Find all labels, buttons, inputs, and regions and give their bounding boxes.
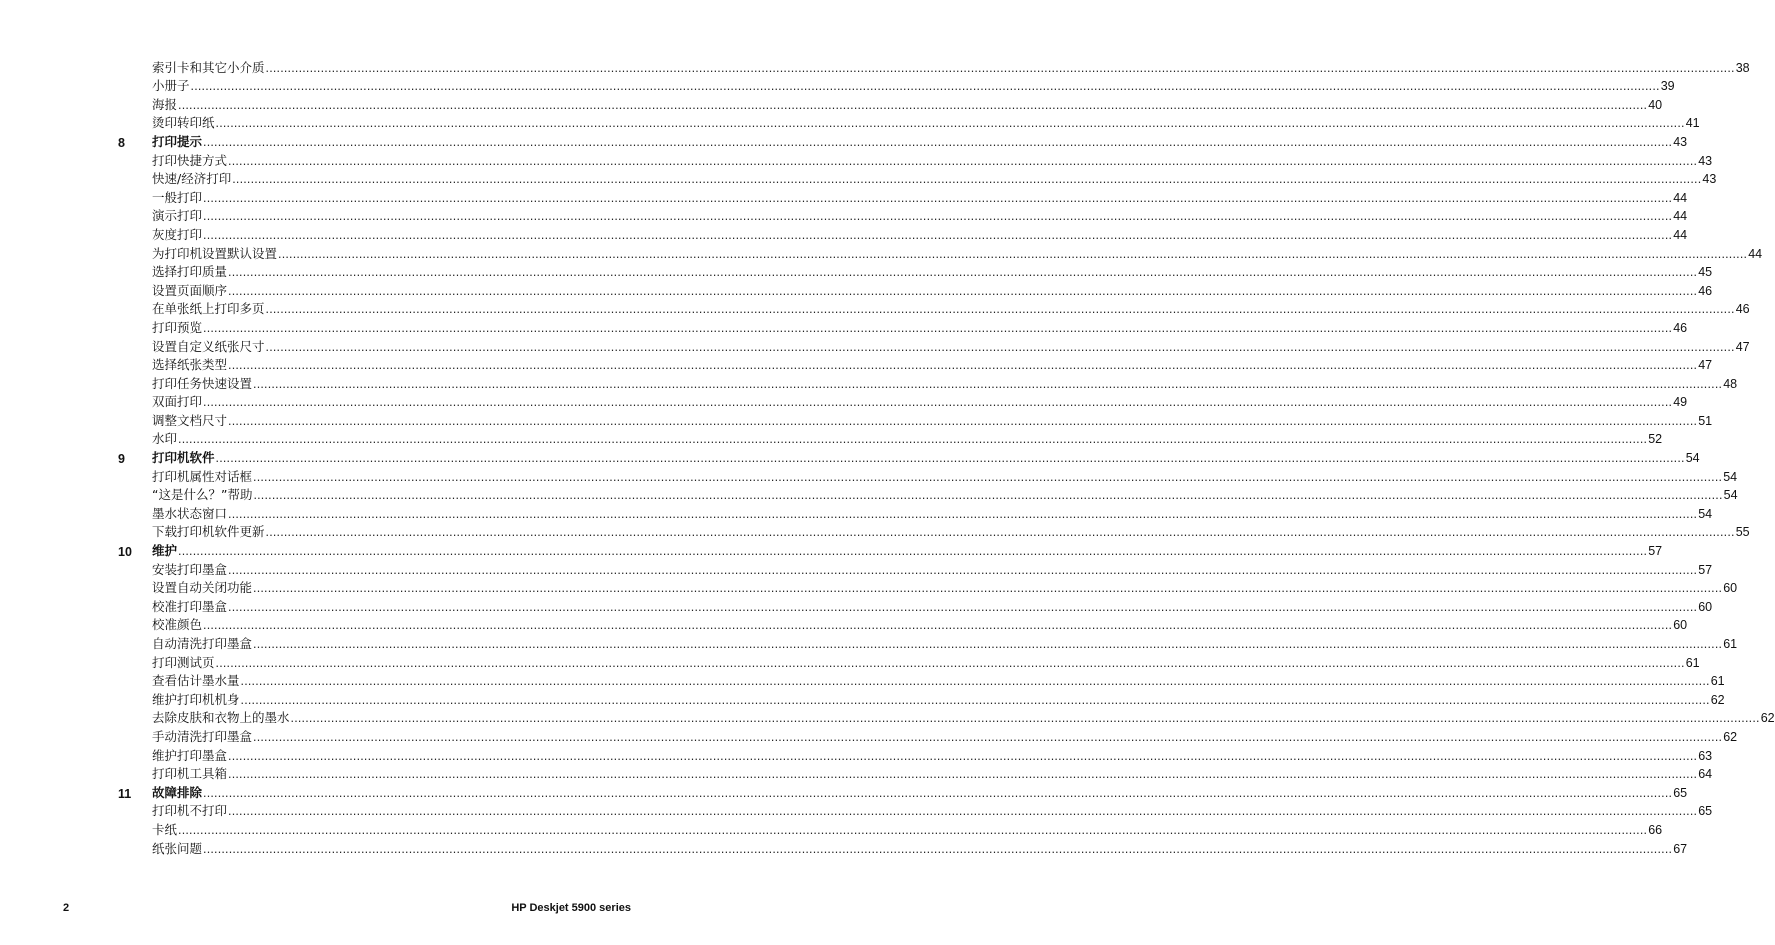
dot-leader: ................................................................................................................................................................................................................................................................................................................................................................................................................ (203, 190, 1673, 205)
page-number: 2 (63, 902, 70, 914)
toc-entry-title: 在单张纸上打印多页 (152, 301, 265, 317)
toc-page-number: 44 (1673, 190, 1688, 205)
toc-entry (152, 375, 1738, 392)
toc-entry (152, 784, 1688, 801)
toc-entry (152, 431, 1663, 447)
toc-entry (152, 524, 1750, 540)
dot-leader: ................................................................................................................................................................................................................................................................................................................................................................................................................ (203, 227, 1673, 242)
toc-entry (152, 673, 1725, 689)
toc-page-number: 38 (1735, 60, 1750, 75)
dot-leader: ................................................................................................................................................................................................................................................................................................................................................................................................................ (203, 785, 1673, 800)
toc-entry (152, 338, 1750, 355)
toc-entry (152, 636, 1738, 652)
toc-entry-title: 自动清洗打印墨盒 (152, 636, 253, 651)
toc-page-number: 40 (1648, 97, 1663, 112)
toc-entry-title: 打印任务快速设置 (152, 375, 253, 391)
toc-entry-title: 设置自动关闭功能 (152, 580, 253, 596)
toc-entry (152, 821, 1663, 838)
dot-leader: ................................................................................................................................................................................................................................................................................................................................................................................................................ (240, 692, 1710, 707)
toc-entry-title: 墨水状态窗口 (152, 505, 228, 521)
toc-row[interactable] (0, 411, 1713, 430)
dot-leader: ................................................................................................................................................................................................................................................................................................................................................................................................................ (253, 376, 1723, 391)
dot-leader: ................................................................................................................................................................................................................................................................................................................................................................................................................ (253, 488, 1723, 503)
toc-page-number: 62 (1760, 711, 1775, 726)
toc-row[interactable] (0, 634, 1738, 653)
toc-entry-title: 去除皮肤和衣物上的墨水 (152, 710, 290, 726)
dot-leader: ................................................................................................................................................................................................................................................................................................................................................................................................................ (253, 637, 1723, 651)
toc-entry-title: 纸张问题 (152, 840, 203, 856)
toc-row[interactable] (0, 486, 1738, 505)
toc-row[interactable] (0, 802, 1713, 821)
toc-entry-title: 选择打印质量 (152, 264, 228, 280)
toc-page-number: 39 (1660, 79, 1675, 94)
toc-page-number: 62 (1710, 692, 1725, 707)
dot-leader: ................................................................................................................................................................................................................................................................................................................................................................................................................ (228, 413, 1698, 428)
toc-page-number: 67 (1673, 841, 1688, 856)
chapter-number: 11 (118, 786, 132, 801)
toc-entry-title: 维护打印机机身 (152, 691, 240, 707)
toc-chapter-row[interactable] (0, 541, 1663, 560)
toc-row[interactable] (0, 523, 1750, 542)
toc-row[interactable] (0, 300, 1750, 319)
toc-row[interactable] (0, 820, 1663, 839)
toc-entry-title: 选择纸张类型 (152, 357, 228, 373)
toc-row[interactable] (0, 58, 1750, 77)
toc-entry (152, 115, 1700, 131)
toc-entry-title: 下载打印机软件更新 (152, 524, 265, 540)
toc-entry (152, 282, 1713, 299)
toc-page-number: 65 (1673, 785, 1688, 800)
toc-entry-title: 打印机工具箱 (152, 766, 228, 782)
toc-entry (152, 840, 1688, 857)
toc-row[interactable] (0, 579, 1738, 598)
toc-entry (152, 264, 1713, 280)
toc-page-number: 48 (1723, 376, 1738, 391)
toc-entry (152, 487, 1738, 503)
toc-entry-title: 双面打印 (152, 394, 203, 410)
toc-entry-title: 安装打印墨盒 (152, 561, 228, 577)
dot-leader: ................................................................................................................................................................................................................................................................................................................................................................................................................ (203, 320, 1673, 335)
toc-page-number: 51 (1698, 413, 1713, 428)
toc-row[interactable] (0, 690, 1725, 709)
toc-entry-title: 打印提示 (152, 133, 203, 149)
toc-entry (152, 245, 1763, 262)
toc-row[interactable] (0, 151, 1713, 170)
toc-page-number: 60 (1698, 599, 1713, 614)
dot-leader: ................................................................................................................................................................................................................................................................................................................................................................................................................ (265, 302, 1735, 317)
toc-row[interactable] (0, 653, 1700, 672)
toc-page-number: 57 (1698, 562, 1713, 577)
dot-leader: ................................................................................................................................................................................................................................................................................................................................................................................................................ (215, 451, 1685, 466)
toc-row[interactable] (0, 709, 1775, 728)
toc-entry (152, 728, 1738, 745)
dot-leader: ................................................................................................................................................................................................................................................................................................................................................................................................................ (190, 79, 1660, 94)
toc-entry-title: 校准颜色 (152, 617, 203, 633)
toc-page-number: 44 (1748, 246, 1763, 261)
dot-leader: ................................................................................................................................................................................................................................................................................................................................................................................................................ (253, 581, 1723, 596)
toc-row[interactable] (0, 281, 1713, 300)
toc-entry-title: 调整文档尺寸 (152, 412, 228, 428)
toc-entry (152, 226, 1688, 243)
toc-entry (152, 450, 1700, 466)
toc-entry-title: 海报 (152, 96, 178, 112)
dot-leader: ................................................................................................................................................................................................................................................................................................................................................................................................................ (228, 506, 1698, 521)
dot-leader: ................................................................................................................................................................................................................................................................................................................................................................................................................ (253, 469, 1723, 484)
dot-leader: ................................................................................................................................................................................................................................................................................................................................................................................................................ (228, 599, 1698, 614)
chapter-number: 8 (118, 135, 125, 150)
toc-entry-title: 小册子 (152, 78, 190, 94)
chapter-number: 9 (118, 452, 125, 467)
toc-page-number: 60 (1673, 618, 1688, 633)
toc-entry-title: 故障排除 (152, 784, 203, 800)
toc-chapter-row[interactable] (0, 448, 1700, 467)
toc-entry-title: 校准打印墨盒 (152, 598, 228, 614)
toc-page-number: 46 (1735, 302, 1750, 317)
toc-entry-title: 打印机不打印 (152, 803, 228, 819)
toc-entry (152, 543, 1663, 559)
toc-entry-title: 手动清洗打印墨盒 (152, 728, 253, 744)
toc-entry-title: 打印测试页 (152, 654, 215, 670)
toc-page-number: 62 (1723, 729, 1738, 744)
toc-page-number: 54 (1685, 451, 1700, 466)
toc-entry (152, 394, 1688, 410)
toc-entry (152, 171, 1717, 187)
toc-page-number: 46 (1673, 320, 1688, 335)
toc-row[interactable] (0, 337, 1750, 356)
toc-page-number: 47 (1698, 358, 1713, 373)
dot-leader: ................................................................................................................................................................................................................................................................................................................................................................................................................ (215, 655, 1685, 670)
toc-row[interactable] (0, 765, 1713, 784)
toc-chapter-row[interactable] (0, 783, 1688, 802)
toc-entry-title: 为打印机设置默认设置 (152, 245, 278, 261)
dot-leader: ................................................................................................................................................................................................................................................................................................................................................................................................................ (178, 544, 1648, 559)
toc-entry-title: 演示打印 (152, 208, 203, 224)
dot-leader: ................................................................................................................................................................................................................................................................................................................................................................................................................ (253, 729, 1723, 744)
toc-row[interactable] (0, 188, 1688, 207)
dot-leader: ................................................................................................................................................................................................................................................................................................................................................................................................................ (240, 674, 1710, 689)
toc-row[interactable] (0, 839, 1688, 858)
toc-page-number: 54 (1698, 506, 1713, 521)
toc-entry (152, 319, 1688, 336)
toc-entry-title: 设置页面顺序 (152, 282, 228, 298)
toc-row[interactable] (0, 430, 1663, 449)
toc-page-number: 61 (1685, 655, 1700, 670)
toc-entry-title: 打印机属性对话框 (152, 468, 253, 484)
toc-entry (152, 598, 1713, 615)
toc-row[interactable] (0, 467, 1738, 486)
toc-entry-title: 维护打印墨盒 (152, 747, 228, 763)
toc-row[interactable] (0, 727, 1738, 746)
toc-page-number: 44 (1673, 227, 1688, 242)
chapter-number: 10 (118, 545, 132, 560)
toc-entry-title: 维护 (152, 543, 178, 559)
toc-page-number: 45 (1698, 265, 1713, 280)
toc-entry (152, 803, 1713, 819)
toc-entry-title: “这是什么？”帮助 (152, 487, 253, 503)
toc-page-number: 43 (1702, 172, 1717, 187)
toc-page-number: 47 (1735, 339, 1750, 354)
toc-row[interactable] (0, 77, 1675, 96)
dot-leader: ................................................................................................................................................................................................................................................................................................................................................................................................................ (228, 562, 1698, 577)
dot-leader: ................................................................................................................................................................................................................................................................................................................................................................................................................ (228, 265, 1698, 280)
toc-row[interactable] (0, 616, 1688, 635)
dot-leader: ................................................................................................................................................................................................................................................................................................................................................................................................................ (228, 748, 1698, 763)
toc-entry (152, 152, 1713, 169)
toc-entry-title: 水印 (152, 431, 178, 447)
toc-entry-title: 打印快捷方式 (152, 152, 228, 168)
toc-entry (152, 505, 1713, 522)
toc-page-number: 43 (1698, 153, 1713, 168)
toc-page-number: 49 (1673, 395, 1688, 410)
toc-page-number: 46 (1698, 283, 1713, 298)
toc-row[interactable] (0, 393, 1688, 412)
toc-entry-title: 查看估计墨水量 (152, 673, 240, 689)
toc-entry (152, 747, 1713, 764)
dot-leader: ................................................................................................................................................................................................................................................................................................................................................................................................................ (228, 804, 1698, 819)
dot-leader: ................................................................................................................................................................................................................................................................................................................................................................................................................ (228, 358, 1698, 373)
toc-page-number: 57 (1648, 544, 1663, 559)
toc-page-number: 65 (1698, 804, 1713, 819)
toc-row[interactable] (0, 95, 1663, 114)
toc-entry (152, 357, 1713, 373)
toc-entry-title: 打印预览 (152, 319, 203, 335)
toc-page-number: 61 (1723, 637, 1738, 651)
toc-row[interactable] (0, 170, 1717, 189)
toc-entry (152, 78, 1675, 94)
dot-leader: ................................................................................................................................................................................................................................................................................................................................................................................................................ (178, 97, 1648, 112)
toc-page-number: 66 (1648, 822, 1663, 837)
toc-entry (152, 561, 1713, 578)
dot-leader: ................................................................................................................................................................................................................................................................................................................................................................................................................ (178, 432, 1648, 447)
toc-entry (152, 580, 1738, 596)
toc-entry-title: 烫印转印纸 (152, 115, 215, 131)
toc-entry (152, 412, 1713, 429)
toc-row[interactable] (0, 356, 1713, 375)
toc-entry-title: 快速/经济打印 (152, 171, 232, 187)
toc-entry (152, 133, 1688, 150)
toc-entry (152, 468, 1738, 485)
toc-entry-title: 索引卡和其它小介质 (152, 59, 265, 75)
toc-entry-title: 卡纸 (152, 821, 178, 837)
toc-row[interactable] (0, 504, 1713, 523)
dot-leader: ................................................................................................................................................................................................................................................................................................................................................................................................................ (228, 283, 1698, 298)
toc-row[interactable] (0, 263, 1713, 282)
toc-entry (152, 654, 1700, 671)
toc-entry-title: 灰度打印 (152, 226, 203, 242)
toc-page-number: 41 (1685, 116, 1700, 131)
toc-entry (152, 691, 1725, 708)
toc-entry (152, 208, 1688, 224)
toc-entry-title: 设置自定义纸张尺寸 (152, 338, 265, 354)
toc-entry (152, 617, 1688, 633)
product-name: HP Deskjet 5900 series (511, 902, 631, 914)
dot-leader: ................................................................................................................................................................................................................................................................................................................................................................................................................ (278, 246, 1748, 261)
dot-leader: ................................................................................................................................................................................................................................................................................................................................................................................................................ (203, 395, 1673, 410)
toc-page-number: 61 (1710, 674, 1725, 689)
toc-entry-title: 一般打印 (152, 189, 203, 205)
toc-chapter-row[interactable] (0, 132, 1688, 151)
toc-row[interactable] (0, 746, 1713, 765)
toc-row[interactable] (0, 374, 1738, 393)
toc-entry (152, 301, 1750, 317)
dot-leader: ................................................................................................................................................................................................................................................................................................................................................................................................................ (215, 116, 1685, 131)
toc-page-number: 52 (1648, 432, 1663, 447)
dot-leader: ................................................................................................................................................................................................................................................................................................................................................................................................................ (203, 618, 1673, 633)
dot-leader: ................................................................................................................................................................................................................................................................................................................................................................................................................ (290, 711, 1760, 726)
dot-leader: ................................................................................................................................................................................................................................................................................................................................................................................................................ (232, 172, 1702, 187)
dot-leader: ................................................................................................................................................................................................................................................................................................................................................................................................................ (203, 841, 1673, 856)
toc-row[interactable] (0, 672, 1725, 691)
toc-entry-title: 打印机软件 (152, 450, 215, 466)
toc-page-number: 60 (1723, 581, 1738, 596)
toc-row[interactable] (0, 114, 1700, 133)
toc-row[interactable] (0, 560, 1713, 579)
toc-entry (152, 59, 1750, 76)
toc-row[interactable] (0, 225, 1688, 244)
dot-leader: ................................................................................................................................................................................................................................................................................................................................................................................................................ (265, 525, 1735, 540)
toc-entry (152, 766, 1713, 782)
toc-page-number: 54 (1723, 488, 1738, 503)
toc-row[interactable] (0, 244, 1763, 263)
toc-page-number: 63 (1698, 748, 1713, 763)
dot-leader: ................................................................................................................................................................................................................................................................................................................................................................................................................ (203, 134, 1673, 149)
toc-entry (152, 710, 1775, 726)
toc-page-number: 55 (1735, 525, 1750, 540)
dot-leader: ................................................................................................................................................................................................................................................................................................................................................................................................................ (228, 153, 1698, 168)
toc-row[interactable] (0, 597, 1713, 616)
dot-leader: ................................................................................................................................................................................................................................................................................................................................................................................................................ (265, 339, 1735, 354)
toc-entry (152, 189, 1688, 206)
toc-row[interactable] (0, 207, 1688, 226)
toc-page-number: 43 (1673, 134, 1688, 149)
table-of-contents (0, 58, 1775, 858)
toc-page-number: 54 (1723, 469, 1738, 484)
dot-leader: ................................................................................................................................................................................................................................................................................................................................................................................................................ (228, 767, 1698, 782)
toc-page-number: 64 (1698, 767, 1713, 782)
dot-leader: ................................................................................................................................................................................................................................................................................................................................................................................................................ (203, 209, 1673, 224)
dot-leader: ................................................................................................................................................................................................................................................................................................................................................................................................................ (178, 822, 1648, 837)
toc-row[interactable] (0, 318, 1688, 337)
dot-leader: ................................................................................................................................................................................................................................................................................................................................................................................................................ (265, 60, 1735, 75)
toc-entry (152, 96, 1663, 113)
toc-page-number: 44 (1673, 209, 1688, 224)
